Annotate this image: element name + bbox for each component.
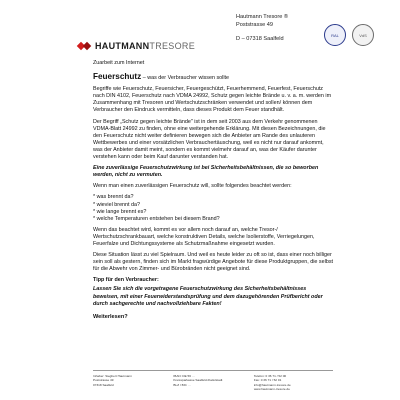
- ral-seal-icon: RAL: [324, 24, 346, 46]
- list-item: * was brennt da?: [93, 194, 134, 201]
- footer-contact: Telefon: 0 36 71 / 52 00 Fax: 0 36 71 / 52 01 info@hautmann-tresore.de www.hautmann-tresore.de: [253, 374, 291, 392]
- paragraph-2: Der Begriff „Schutz gegen leichte Brände" ist in dem seit 2003 aus dem Verkehr genommenen VDMA-Blatt 24992 zu finden, ohne eine weitergehende Erklärung. Mit diesen Bezeichnungen, die den Feuerschutz nicht weiter definieren bewegen sich die Anbieter am Rande des unlauteren Wettbewerbes und einer vorsätzlichen Verbrauchertäuschung, weil es nicht nur darauf ankommt, was der Anbieter damit meint, sondern es kommt vielmehr darauf an, was der Käufer darunter verstehen kann oder beim Kauf darunter verstanden hat.: [93, 118, 326, 161]
- title-main: Feuerschutz: [93, 72, 142, 82]
- company-logo: [78, 39, 195, 53]
- kicker-line: Zuarbeit zum Internet: [93, 60, 145, 66]
- list-item: * wie lange brennt es?: [93, 208, 147, 215]
- footer-owner: Inhaber: Siegbert Hautmann Poststrasse 49 07318 Saalfeld: [93, 374, 132, 387]
- title-sub: – was der Verbraucher wissen sollte: [141, 75, 230, 82]
- address-company: Hautmann Tresore ®: [236, 14, 289, 20]
- logo-wordmark: HAUTMANNTRESORE: [95, 41, 196, 51]
- quality-seals: [324, 24, 374, 46]
- read-more-link[interactable]: Weiterlesen?: [93, 313, 128, 320]
- logo-diamond-icon: [78, 39, 92, 53]
- sender-address: [236, 13, 288, 43]
- footer-bank: IBAN: DE 56 … Kreissparkasse Saalfeld-Rudolstadt BLZ / BIC …: [173, 374, 223, 387]
- paragraph-3: Wenn man einen zuverlässigen Feuerschutz will, sollte folgendes beachtet werden:: [93, 183, 292, 190]
- page-title: [93, 73, 333, 82]
- letter-body: [93, 60, 333, 321]
- tip-heading: Tipp für den Verbraucher:: [93, 277, 159, 284]
- paragraph-4: Wenn das beachtet wird, kommt es vor allem noch darauf an, welche Tresor-/ Wertschutzschrankbauart, welche konstruktiven Details, welche Isolierstoffe, Verriegelungen, Feuerfalze und Dichtungssysteme als Schutzmaßnahme eingesetzt wurden.: [93, 226, 315, 247]
- emphasis-statement-2: Lassen Sie sich die vorgetragene Feuerschutzwirkung des Sicherheitsbehältnisses beweisen, mit einer Feuerwiderstandsprüfung und dem dazugehörenden Prüfbericht oder durch sachgerechte und nachvollziehbare Fakten!: [93, 286, 323, 307]
- paragraph-1: Begriffe wie Feuerschutz, Feuersicher, Feuergeschützt, Feuerhemmend, Feuerfest, Feuerschutz nach DIN 4102, Feuerschutz nach VDMA 24992, Schutz gegen leichte Brände u. v. a. m. werden im Zusammenhang mit Tresoren und Wertschutzschränken verwendet und sollen/ können dem Verbraucher den Eindruck vermitteln, dass dieses Produkt dem Feuer standhält.: [93, 86, 332, 114]
- vds-seal-icon: VdS: [352, 24, 374, 46]
- question-list: [93, 194, 333, 222]
- list-item: * welche Temperaturen entstehen bei diesem Brand?: [93, 215, 220, 222]
- address-street: Poststrasse 49: [236, 22, 273, 28]
- emphasis-statement-1: Eine zuverlässige Feuerschutzwirkung ist bei Sicherheitsbehältnissen, die so beworben werden, nicht zu vermuten.: [93, 165, 319, 179]
- address-city: D – 07318 Saalfeld: [236, 36, 284, 42]
- list-item: * wieviel brennt da?: [93, 201, 141, 208]
- paragraph-5: Diese Situation lässt zu viel Spielraum. Und weil es heute leider zu oft so ist, dass einer noch billiger sein soll als gestern, finden sich im Markt fragwürdige Angebote für diese Produktgruppen, die selbst für die Abwehr von Zimmer- und Bürobränden nicht geeignet sind.: [93, 252, 334, 273]
- letter-footer: [93, 370, 333, 392]
